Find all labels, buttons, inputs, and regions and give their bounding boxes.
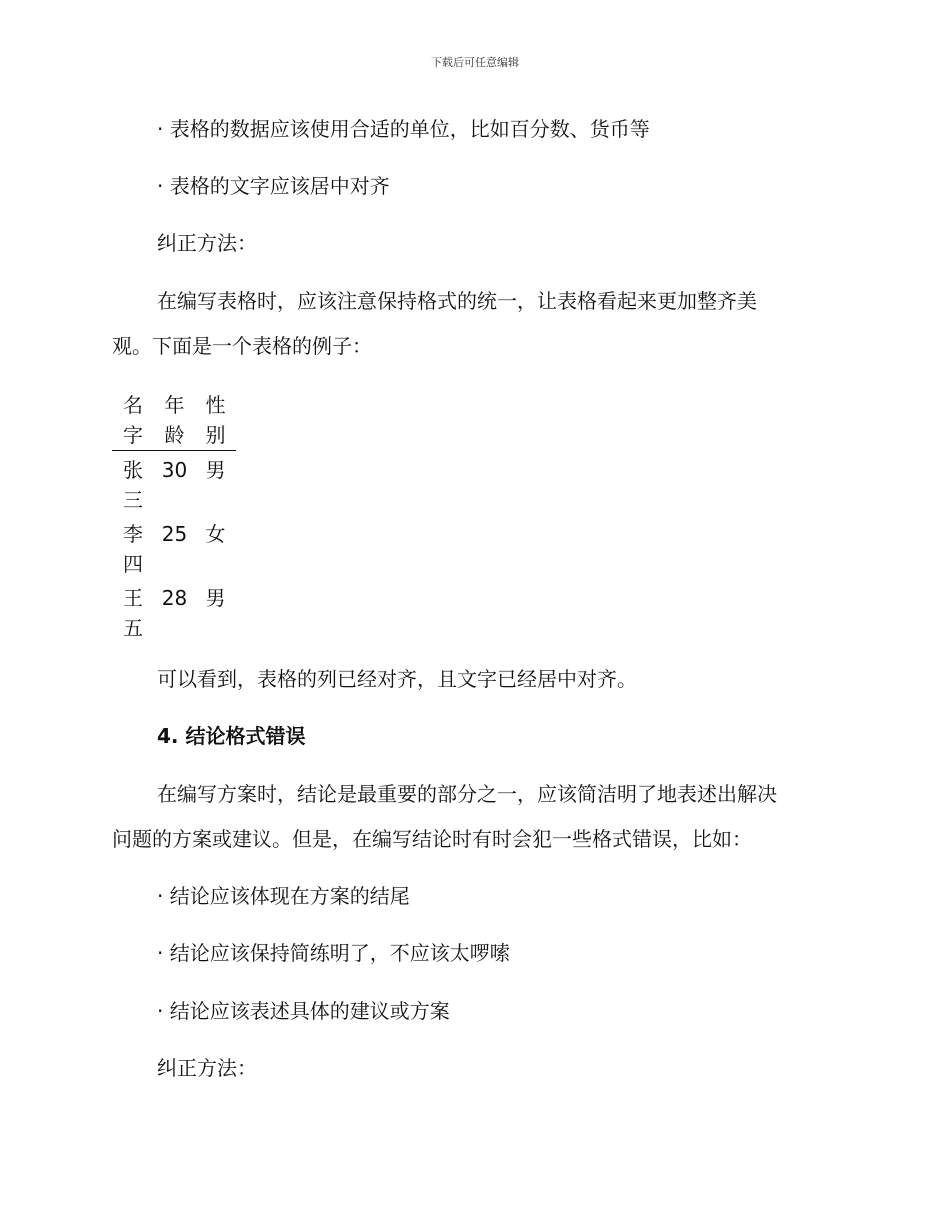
cell-gender: 女: [205, 522, 226, 546]
table-row: [112, 583, 236, 643]
page-header: 下载后可任意编辑: [431, 56, 519, 69]
bullet-conclusion-specific: · 结论应该表述具体的建议或方案: [157, 999, 450, 1023]
paragraph-line-1: 在编写表格时，应该注意保持格式的统一，让表格看起来更加整齐美: [157, 289, 757, 313]
correction-heading: 纠正方法：: [157, 231, 257, 255]
header-age: 年龄: [164, 393, 185, 447]
header-name: 名字: [123, 393, 143, 447]
cell-name: 李四: [123, 522, 143, 576]
table-header-row: [112, 390, 236, 451]
bullet-conclusion-concise: · 结论应该保持简练明了，不应该太啰嗦: [157, 941, 510, 965]
cell-gender: 男: [205, 458, 226, 482]
cell-gender: 男: [205, 586, 226, 610]
bullet-unit: · 表格的数据应该使用合适的单位，比如百分数、货币等: [157, 117, 650, 141]
paragraph-line-2: 观。下面是一个表格的例子：: [112, 334, 372, 358]
paragraph2-line-2: 问题的方案或建议。但是，在编写结论时有时会犯一些格式错误，比如：: [112, 827, 752, 851]
bullet-conclusion-end: · 结论应该体现在方案的结尾: [157, 884, 410, 908]
section-heading: 4. 结论格式错误: [157, 724, 306, 748]
cell-age: 25: [161, 522, 188, 546]
table-summary: 可以看到，表格的列已经对齐，且文字已经居中对齐。: [157, 667, 637, 691]
cell-name: 张三: [123, 458, 143, 512]
example-table: [112, 390, 236, 643]
paragraph2-line-1: 在编写方案时，结论是最重要的部分之一，应该简洁明了地表述出解决: [157, 782, 777, 806]
cell-name: 王五: [123, 586, 143, 640]
correction-heading-2: 纠正方法：: [157, 1056, 257, 1080]
cell-age: 30: [161, 458, 188, 482]
header-gender: 性别: [205, 393, 226, 447]
bullet-center-align: · 表格的文字应该居中对齐: [157, 174, 390, 198]
table-row: [112, 455, 236, 515]
cell-age: 28: [161, 586, 188, 610]
table-row: [112, 519, 236, 579]
